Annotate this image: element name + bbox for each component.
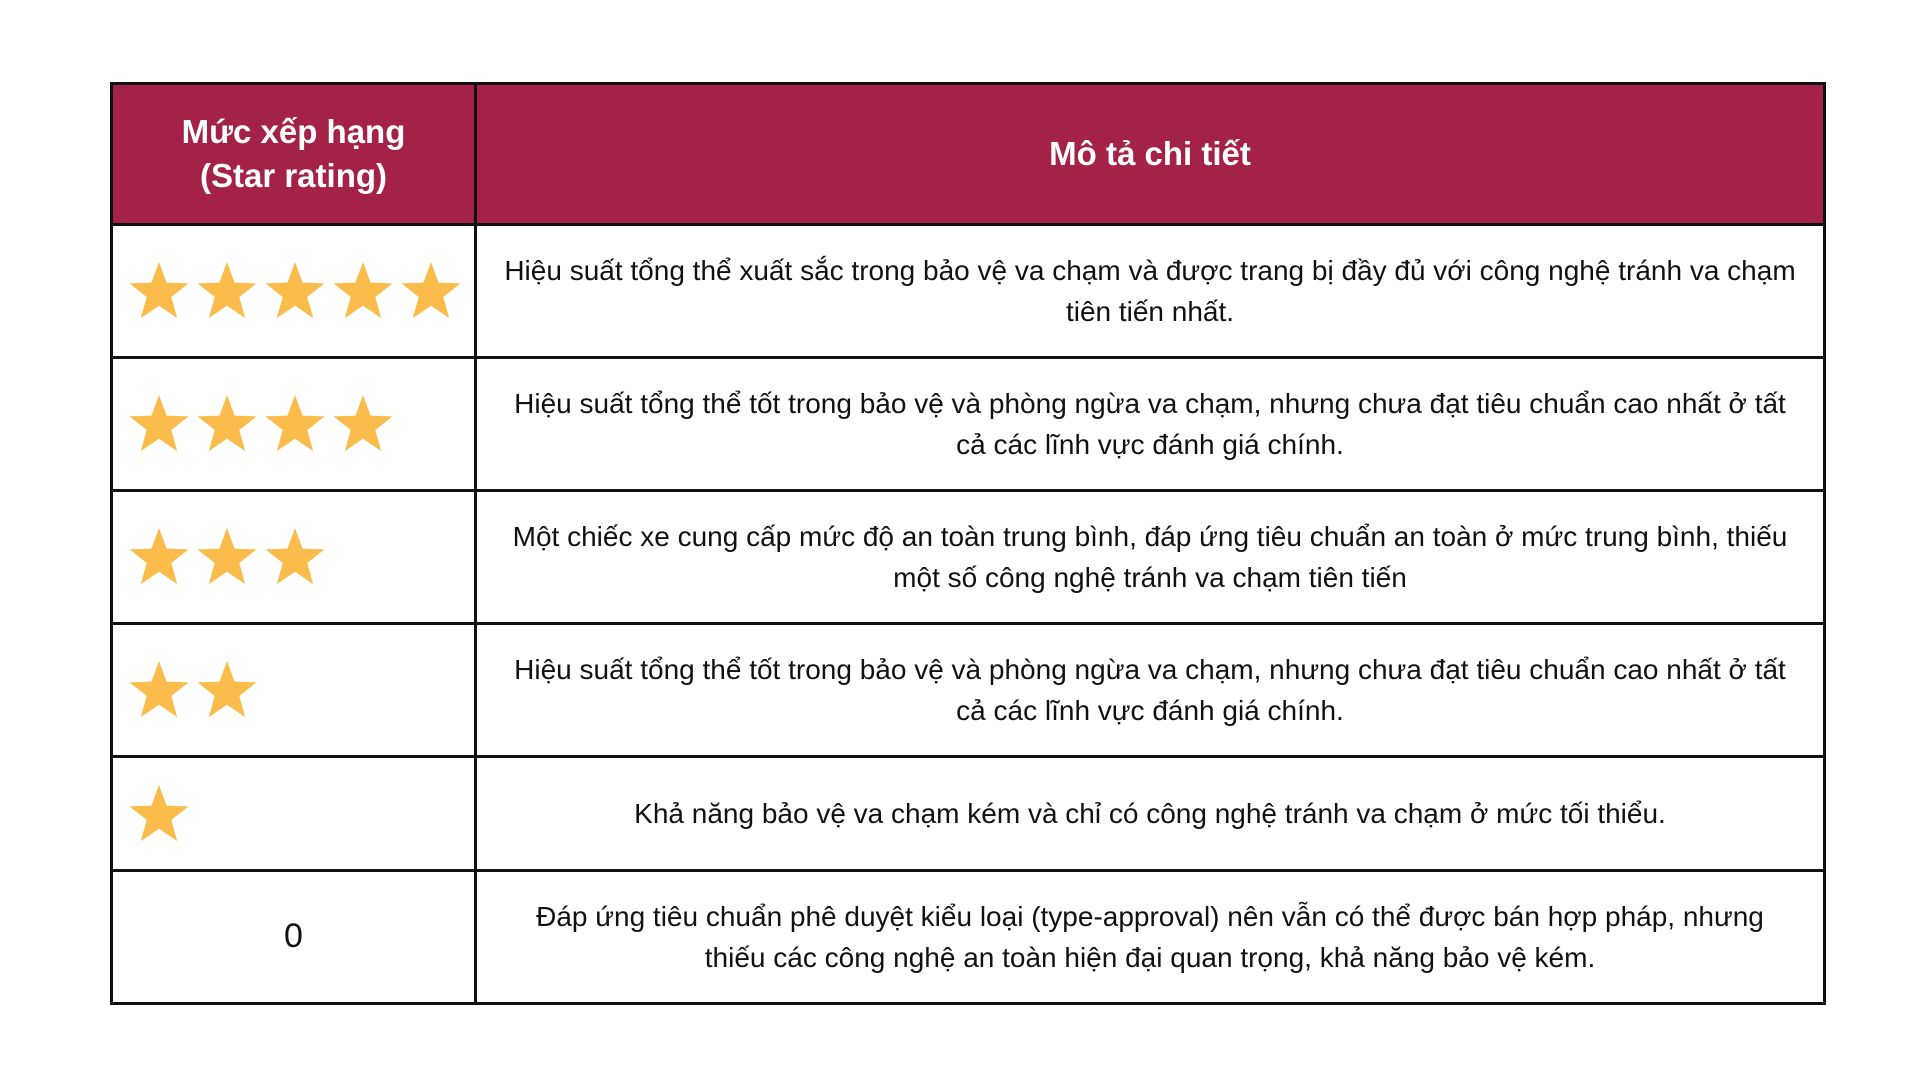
table-row [112, 225, 1825, 358]
description-cell: Hiệu suất tổng thể tốt trong bảo vệ và phòng ngừa va chạm, nhưng chưa đạt tiêu chuẩn cao nhất ở tất cả các lĩnh vực đánh giá chính. [476, 358, 1825, 491]
star-icon [331, 392, 395, 456]
star-icon [263, 392, 327, 456]
rating-cell-3-stars [112, 491, 476, 624]
zero-rating-label: 0 [284, 917, 303, 955]
table-row [112, 491, 1825, 624]
star-icon [127, 525, 191, 589]
header-rating-line1: Mức xếp hạng [181, 113, 406, 150]
table-row [112, 358, 1825, 491]
star-rating-table [110, 82, 1826, 1005]
star-icon [263, 259, 327, 323]
star-icon [399, 259, 463, 323]
star-icon [127, 259, 191, 323]
table-row [112, 757, 1825, 871]
star-icon [195, 525, 259, 589]
header-rating-line2: (Star rating) [199, 157, 387, 194]
rating-cell-5-stars [112, 225, 476, 358]
header-star-rating [112, 84, 476, 225]
star-icon [331, 259, 395, 323]
description-cell: Đáp ứng tiêu chuẩn phê duyệt kiểu loại (type-approval) nên vẫn có thể được bán hợp pháp, nhưng thiếu các công nghệ an toàn hiện đại quan trọng, khả năng bảo vệ kém. [476, 871, 1825, 1004]
star-icon [195, 259, 259, 323]
description-cell: Hiệu suất tổng thể tốt trong bảo vệ và phòng ngừa va chạm, nhưng chưa đạt tiêu chuẩn cao nhất ở tất cả các lĩnh vực đánh giá chính. [476, 624, 1825, 757]
rating-cell-4-stars [112, 358, 476, 491]
star-group [127, 782, 474, 846]
star-icon [195, 392, 259, 456]
description-cell: Hiệu suất tổng thể xuất sắc trong bảo vệ va chạm và được trang bị đầy đủ với công nghệ tránh va chạm tiên tiến nhất. [476, 225, 1825, 358]
star-icon [127, 782, 191, 846]
table-row [112, 871, 1825, 1004]
star-group [127, 259, 474, 323]
star-group [127, 525, 474, 589]
table-row [112, 624, 1825, 757]
rating-cell-zero [112, 871, 476, 1004]
description-cell: Một chiếc xe cung cấp mức độ an toàn trung bình, đáp ứng tiêu chuẩn an toàn ở mức trung bình, thiếu một số công nghệ tránh va chạm tiên tiến [476, 491, 1825, 624]
star-icon [263, 525, 327, 589]
star-group [127, 392, 474, 456]
rating-cell-2-stars [112, 624, 476, 757]
header-description: Mô tả chi tiết [476, 84, 1825, 225]
star-group [127, 658, 474, 722]
star-icon [127, 658, 191, 722]
table-header-row [112, 84, 1825, 225]
rating-cell-1-star [112, 757, 476, 871]
description-cell: Khả năng bảo vệ va chạm kém và chỉ có công nghệ tránh va chạm ở mức tối thiểu. [476, 757, 1825, 871]
star-icon [127, 392, 191, 456]
star-icon [195, 658, 259, 722]
